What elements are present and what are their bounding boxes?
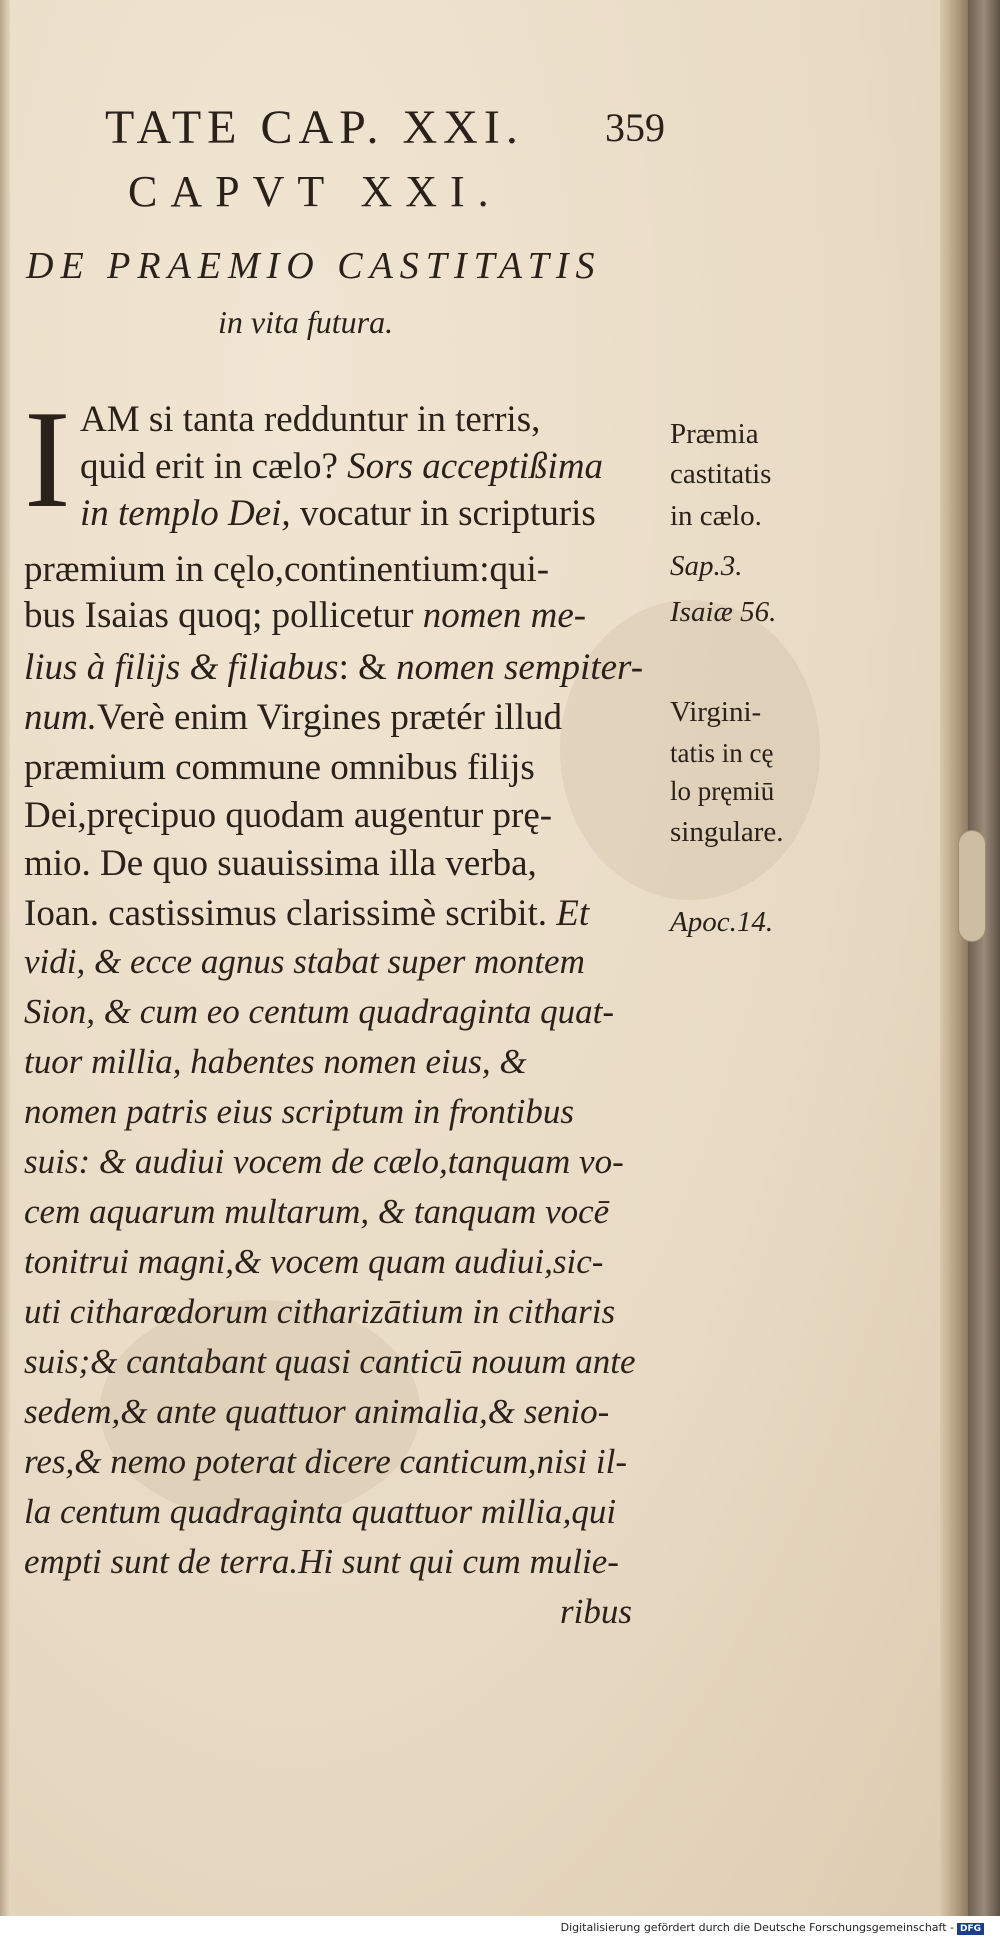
page-number: 359: [605, 105, 665, 150]
margin-note-sap: Sap.3.: [670, 550, 743, 582]
text-span: bus Isaias quoq; pollicetur: [24, 595, 423, 636]
text-line-21: sedem,& ante quattuor animalia,& senio-: [24, 1392, 610, 1431]
margin-note-castitatis: castitatis: [670, 458, 772, 490]
text-line-2: [80, 445, 603, 488]
margin-note-singulare: singulare.: [670, 816, 784, 848]
text-line-16: suis: & audiui vocem de cælo,tanquam vo-: [24, 1142, 624, 1181]
text-line-5: [24, 594, 586, 637]
margin-note-virgini: Virgini-: [670, 696, 762, 728]
text-line-8: [24, 746, 535, 789]
text-span: præmium commune omnibus filijs: [24, 747, 535, 788]
text-line-1: [80, 398, 540, 441]
text-span: Ioan. castissimus clarissimè scribit.: [24, 893, 557, 934]
text-span: vocatur in scripturis: [290, 493, 596, 534]
text-line-14: tuor millia, habentes nomen eius, &: [24, 1042, 527, 1081]
margin-note-praemia: Præmia: [670, 418, 759, 450]
margin-note-apoc: Apoc.14.: [670, 906, 774, 938]
text-line-12: vidi, & ecce agnus stabat super montem: [24, 942, 585, 981]
text-line-6: [24, 646, 643, 689]
book-fore-edge: [968, 0, 1000, 1916]
digitization-credit: [561, 1921, 984, 1935]
text-span: Verè enim Virgines prætér illud: [96, 697, 562, 738]
margin-note-isaiae: Isaiæ 56.: [670, 596, 777, 628]
text-line-11: [24, 892, 589, 935]
text-line-10: [24, 842, 537, 885]
text-span-italic: in templo Dei,: [80, 493, 291, 534]
text-span-italic: Et: [556, 893, 590, 934]
text-line-22: res,& nemo poterat dicere canticum,nisi il-: [24, 1442, 627, 1481]
text-span: : &: [338, 647, 397, 688]
margin-note-lo-premium: lo pręmiū: [670, 776, 775, 806]
text-line-13: Sion, & cum eo centum quadraginta quat-: [24, 992, 615, 1031]
page-gutter: [0, 0, 10, 1916]
text-span: Dei,pręcipuo quodam augentur prę-: [24, 795, 553, 836]
text-line-4: [24, 548, 549, 591]
text-line-3: [80, 492, 596, 535]
text-line-17: cem aquarum multarum, & tanquam vocē: [24, 1192, 610, 1231]
book-clasp: [958, 830, 986, 942]
text-span: AM si tanta redduntur in terris,: [80, 399, 541, 440]
chapter-title: DE PRAEMIO CASTITATIS: [26, 245, 602, 287]
margin-note-in-caelo: in cælo.: [670, 500, 762, 532]
text-line-19: uti citharœdorum citharizātium in citharis: [24, 1292, 616, 1331]
catchword: ribus: [560, 1592, 632, 1631]
drop-cap: I: [24, 382, 71, 537]
running-head: TATE CAP. XXI.: [105, 101, 524, 154]
chapter-subtitle: in vita futura.: [218, 304, 394, 340]
text-span: præmium in cęlo,continentium:qui-: [24, 549, 550, 590]
text-line-18: tonitrui magni,& vocem quam audiui,sic-: [24, 1242, 604, 1281]
page-edge: [940, 0, 968, 1916]
text-line-23: la centum quadraginta quattuor millia,qui: [24, 1492, 617, 1531]
text-span-italic: num.: [24, 697, 97, 738]
text-span-italic: nomen me-: [422, 595, 587, 636]
text-span-italic: lius à filijs & filiabus: [24, 647, 339, 688]
text-span-italic: Sors acceptißima: [347, 446, 604, 487]
text-span-italic: nomen sempiter-: [396, 647, 644, 688]
text-line-15: nomen patris eius scriptum in frontibus: [24, 1092, 574, 1131]
text-span: quid erit in cælo?: [80, 446, 348, 487]
margin-note-tatis: tatis in cę: [670, 738, 774, 768]
text-span: mio. De quo suauissima illa verba,: [24, 843, 537, 884]
text-line-24: empti sunt de terra.Hi sunt qui cum mulie-: [24, 1542, 619, 1581]
credit-text: Digitalisierung gefördert durch die Deutsche Forschungsgemeinschaft -: [560, 1921, 954, 1934]
text-line-9: [24, 794, 552, 837]
chapter-heading: CAPVT XXI.: [128, 167, 502, 216]
text-line-20: suis;& cantabant quasi canticū nouum ante: [24, 1342, 636, 1381]
dfg-logo: DFG: [957, 1923, 984, 1935]
text-line-7: [24, 696, 562, 739]
